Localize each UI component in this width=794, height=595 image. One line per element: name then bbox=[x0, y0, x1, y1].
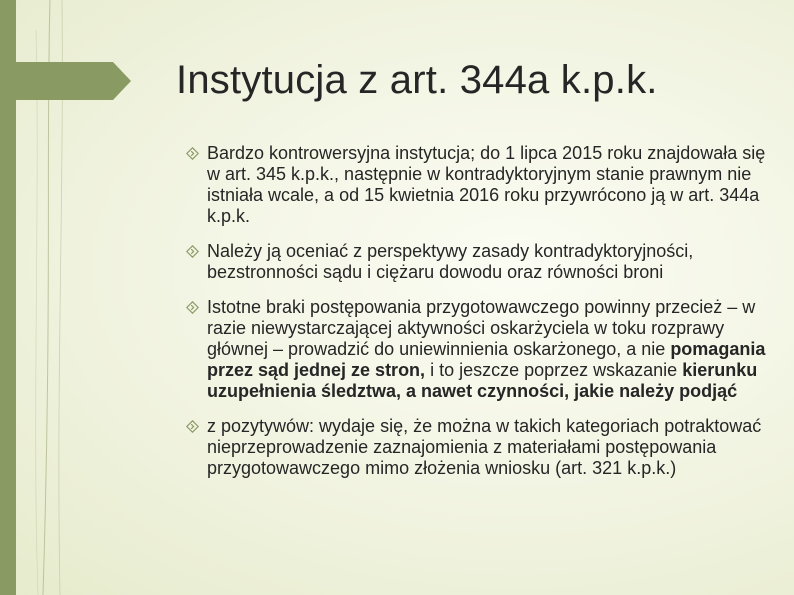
slide-title: Instytucja z art. 344a k.p.k. bbox=[176, 58, 658, 102]
bullet-item bbox=[186, 143, 766, 227]
bullet-text bbox=[207, 416, 761, 478]
diamond-arrow-icon bbox=[186, 301, 199, 314]
text-segment: Należy ją oceniać z perspektywy zasady kontradyktoryjności, bezstronności sądu i ciężaru dowodu oraz równości broni bbox=[207, 241, 694, 282]
bold-text-segment: pomagania przez sąd jednej ze stron, bbox=[207, 339, 766, 380]
title-arrow-banner bbox=[0, 62, 131, 100]
diamond-arrow-icon bbox=[186, 420, 199, 433]
bold-text-segment: kierunku uzupełnienia śledztwa, a nawet czynności, jakie należy podjąć bbox=[207, 360, 758, 401]
bullet-text bbox=[207, 241, 693, 282]
diamond-arrow-icon bbox=[186, 147, 199, 160]
bullet-item bbox=[186, 416, 766, 479]
bullet-text bbox=[207, 297, 765, 401]
text-segment: Bardzo kontrowersyjna instytucja; do 1 lipca 2015 roku znajdowała się w art. 345 k.p.k., następnie w kontradyktoryjnym stanie prawnym nie istniała wcale, a od 15 kwietnia 2016 roku przywrócono ją w art. 344a k.p.k. bbox=[207, 143, 766, 226]
bullet-text bbox=[207, 143, 765, 226]
bullet-item bbox=[186, 297, 766, 402]
bullet-item bbox=[186, 241, 766, 283]
text-segment: z pozytywów: wydaje się, że można w takich kategoriach potraktować nieprzeprowadzenie zaznajomienia z materiałami postępowania przygotowawczego mimo złożenia wniosku (art. 321 k.p.k.) bbox=[207, 416, 762, 478]
bullet-list bbox=[186, 143, 766, 493]
text-segment: Istotne braki postępowania przygotowawczego powinny przecież – w razie niewystarczającej aktywności oskarżyciela w toku rozprawy głównej – prowadzić do uniewinnienia oskarżonego, a nie bbox=[207, 297, 756, 359]
diamond-arrow-icon bbox=[186, 245, 199, 258]
text-segment: i to jeszcze poprzez wskazanie bbox=[425, 360, 683, 380]
